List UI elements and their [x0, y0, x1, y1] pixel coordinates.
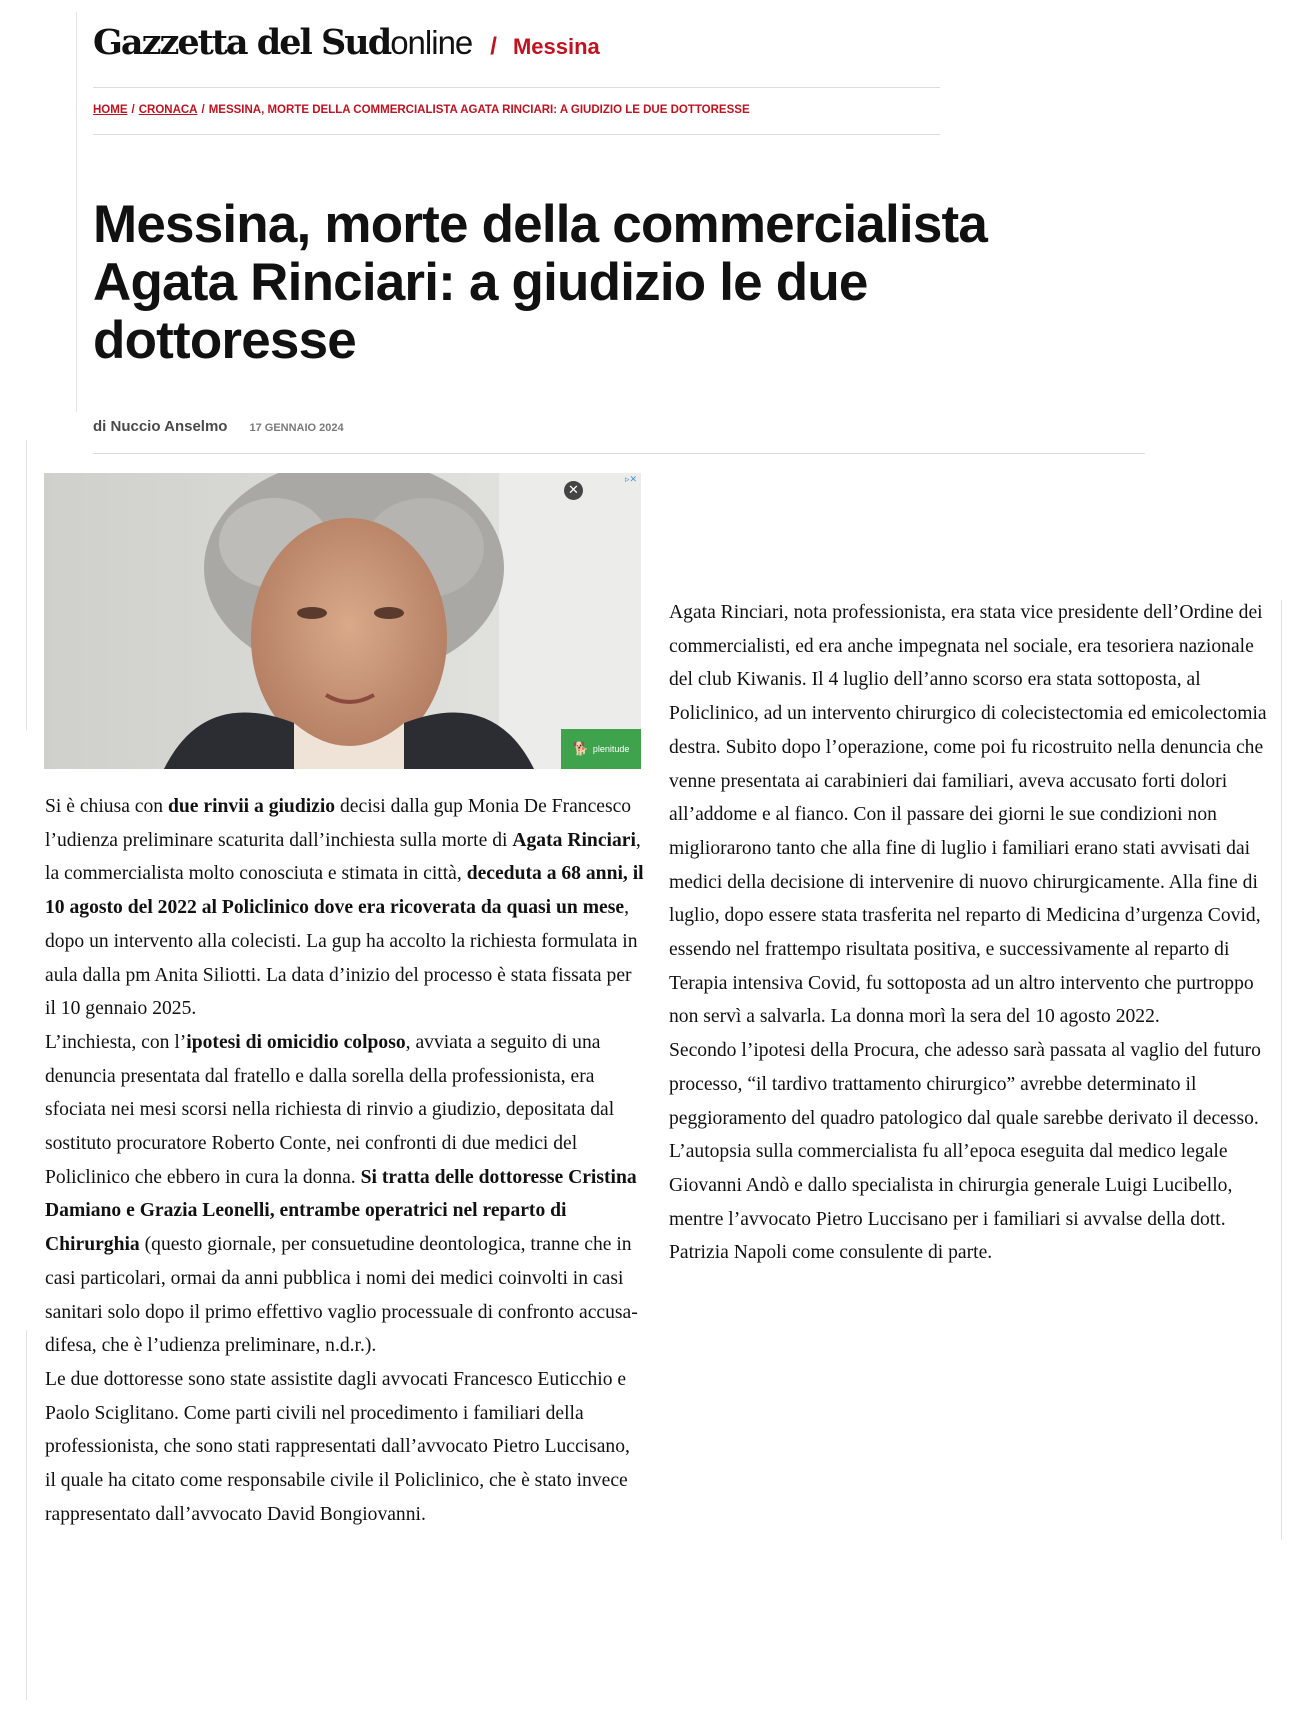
article-title-line-2: Agata Rinciari: a giudizio le due [93, 253, 868, 312]
site-logo[interactable]: Gazzetta del Sud [93, 22, 391, 63]
masthead-divider [93, 87, 940, 88]
breadcrumb-cronaca[interactable]: CRONACA [138, 104, 198, 116]
body-paragraph: Le due dottoresse sono state assistite dagli avvocati Francesco Euticchio e Paolo Sciglitano. Come parti civili nel procedimento i familiari della professionista, che sono stati rappresentati dall’avvocato Pietro Luccisano, il quale ha citato come responsabile civile il Policlinico, che è stato invece rappresentato dall’avvocato David Bongiovanni. [45, 1368, 630, 1525]
ad-badge-label: plenitude [592, 744, 630, 754]
article-title-line-3: dottoresse [93, 311, 356, 370]
body-paragraph: L’inchiesta, con l’ipotesi di omicidio colposo, avviata a seguito di una denuncia presentata dal fratello e dalla sorella della professionista, era sfociata nei mesi scorsi nella richiesta di rinvio a giudizio, depositata dal sostituto procuratore Roberto Conte, nei confronti di due medici del Policlinico che ebbero in cura la donna. Si tratta delle dottoresse Cristina Damiano e Grazia Leonelli, entrambe operatrici nel reparto di Chirurghia (questo giornale, per consuetudine deontologica, tranne che in casi particolari, ormai da anni pubblica i nomi dei medici coinvolti in casi sanitari solo dopo il primo effettivo vaglio processuale di confronto accusa-difesa, che è l’udienza preliminare, n.d.r.). [45, 1031, 638, 1357]
byline-divider [93, 453, 1145, 454]
section-link-messina[interactable]: Messina [512, 34, 600, 59]
byline [93, 418, 344, 435]
left-rule-mid [26, 440, 27, 730]
body-paragraph: Secondo l’ipotesi della Procura, che adesso sarà passata al vaglio del futuro processo, “il tardivo trattamento chirurgico” avrebbe determinato il peggioramento del quadro patologico dal quale sarebbe derivato il decesso. [669, 1040, 1261, 1129]
breadcrumb-current: MESSINA, MORTE DELLA COMMERCIALISTA AGATA RINCIARI: A GIUDIZIO LE DUE DOTTORESSE [208, 104, 750, 116]
masthead-separator: / [490, 33, 497, 60]
dog-icon: 🐕 [572, 741, 589, 756]
body-paragraph: L’autopsia sulla commercialista fu all’epoca eseguita dal medico legale Giovanni Andò e dallo specialista in chirurgia generale Luigi Lucibello, mentre l’avvocato Pietro Luccisano per i familiari si avvalse della dott. Patrizia Napoli come consulente di parte. [669, 1141, 1233, 1264]
breadcrumb-separator: / [201, 104, 205, 116]
article-title-line-1: Messina, morte della commercialista [93, 195, 988, 254]
left-rule-top [76, 12, 77, 412]
portrait-image [44, 473, 641, 769]
article-photo [44, 473, 641, 769]
ad-choices-icon[interactable]: ▹✕ [624, 475, 637, 485]
ad-badge[interactable] [561, 729, 641, 769]
article-body-left [45, 790, 645, 1531]
article-title [93, 196, 1173, 370]
ad-close-icon[interactable]: ✕ [564, 481, 583, 500]
masthead [93, 22, 600, 63]
publish-date: 17 GENNAIO 2024 [249, 422, 344, 434]
breadcrumb-divider [93, 134, 940, 135]
site-logo-online[interactable]: online [390, 24, 473, 61]
article-body-right [669, 596, 1269, 1270]
author-name[interactable]: di Nuccio Anselmo [93, 418, 228, 435]
breadcrumb-separator: / [131, 104, 135, 116]
breadcrumb-home[interactable]: HOME [93, 104, 128, 116]
body-paragraph: Agata Rinciari, nota professionista, era stata vice presidente dell’Ordine dei commercialisti, ed era anche impegnata nel sociale, era tesoriera nazionale del club Kiwanis. Il 4 luglio dell’anno scorso era stata sottoposta, al Policlinico, ad un intervento chirurgico di colecistectomia ed emicolectomia destra. Subito dopo l’operazione, come poi fu ricostruito nella denuncia che venne presentata ai carabinieri dai familiari, aveva accusato forti dolori all’addome e al fianco. Con il passare dei giorni le sue condizioni non migliorarono tanto che alla fine di luglio i familiari erano stati avvisati dai medici della decisione di intervenire di nuovo chirurgicamente. Alla fine di luglio, dopo essere stata trasferita nel reparto di Medicina d’urgenza Covid, essendo nel frattempo risultata positiva, e successivamente al reparto di Terapia intensiva Covid, fu sottoposta ad un altro intervento che purtroppo non servì a salvarla. La donna morì la sera del 10 agosto 2022. [669, 602, 1267, 1028]
breadcrumb [93, 104, 750, 116]
right-rule [1281, 600, 1282, 1540]
body-paragraph: Si è chiusa con due rinvii a giudizio decisi dalla gup Monia De Francesco l’udienza preliminare scaturita dall’inchiesta sulla morte di Agata Rinciari, la commercialista molto conosciuta e stimata in città, deceduta a 68 anni, il 10 agosto del 2022 al Policlinico dove era ricoverata da quasi un mese, dopo un intervento alla colecisti. La gup ha accolto la richiesta formulata in aula dalla pm Anita Siliotti. La data d’inizio del processo è stata fissata per il 10 gennaio 2025. [45, 796, 644, 1020]
left-rule-bottom [26, 1330, 27, 1700]
